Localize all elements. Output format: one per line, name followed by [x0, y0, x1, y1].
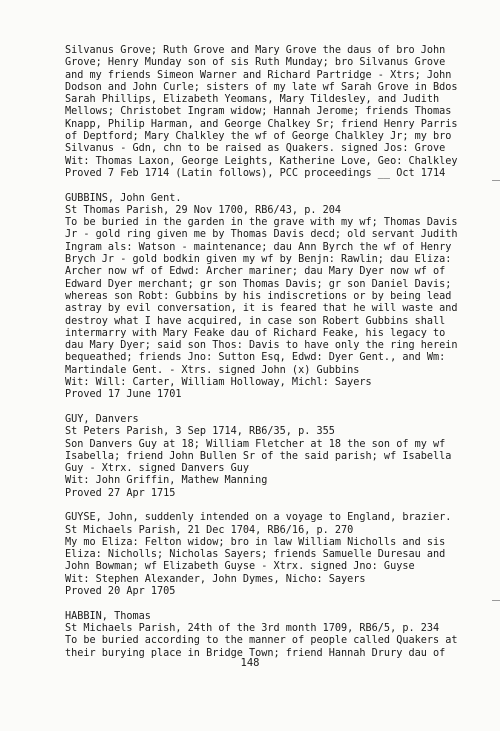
text-line: To be buried according to the manner of people called Quakers at — [65, 635, 458, 647]
text-line: St Thomas Parish, 29 Nov 1700, RB6/43, p. 204 — [65, 204, 342, 216]
text-line: Grove; Henry Munday son of sis Ruth Munday; bro Silvanus Grove — [65, 57, 446, 69]
text-line: Proved 17 June 1701 — [65, 389, 182, 401]
text-line: Wit: John Griffin, Mathew Manning — [65, 475, 268, 487]
text-line: Ingram als: Watson - maintenance; dau Ann Byrch the wf of Henry — [65, 241, 452, 253]
text-line: dau Mary Dyer; said son Thos: Davis to have only the ring herein — [65, 340, 458, 352]
entry-grove-continuation — [65, 45, 481, 180]
scan-edge-mark — [492, 600, 500, 601]
text-line: Proved 7 Feb 1714 (Latin follows), PCC proceedings __ Oct 1714 — [65, 167, 446, 179]
paragraph-gap — [65, 180, 481, 192]
text-line: St Peters Parish, 3 Sep 1714, RB6/35, p. 355 — [65, 426, 335, 438]
entry-guyse — [65, 512, 481, 598]
entry-guy — [65, 414, 481, 500]
text-line: and my friends Simeon Warner and Richard Partridge - Xtrs; John — [65, 69, 452, 81]
paragraph-gap — [65, 598, 481, 610]
text-line: Brych Jr - gold bodkin given my wf by Benjn: Rawlin; dau Eliza: — [65, 254, 452, 266]
entry-heading: GUY, Danvers — [65, 413, 139, 425]
text-line: their burying place in Bridge Town; friend Hannah Drury dau of — [65, 647, 446, 659]
scan-edge-mark — [492, 180, 500, 181]
paragraph-gap — [65, 500, 481, 512]
text-line: Proved 27 Apr 1715 — [65, 487, 176, 499]
text-line: Edward Dyer merchant; gr son Thomas Davis; gr son Daniel Davis; — [65, 278, 452, 290]
paragraph-gap — [65, 402, 481, 414]
text-line: Sarah Phillips, Elizabeth Yeomans, Mary Tildesley, and Judith — [65, 94, 440, 106]
entry-habbin — [65, 611, 481, 660]
text-line: Archer now wf of Edwd: Archer mariner; dau Mary Dyer now wf of — [65, 266, 446, 278]
text-line: Silvanus Grove; Ruth Grove and Mary Grove the daus of bro John — [65, 45, 446, 56]
text-line: bequeathed; friends Jno: Sutton Esq, Edwd: Dyer Gent., and Wm: — [65, 352, 446, 364]
text-line: Silvanus - Gdn, chn to be raised as Quakers. signed Jos: Grove — [65, 143, 446, 155]
text-line: Proved 20 Apr 1705 — [65, 586, 176, 598]
text-line: Wit: Thomas Laxon, George Leights, Katherine Love, Geo: Chalkley — [65, 155, 458, 167]
text-line: Dodson and John Curle; sisters of my late wf Sarah Grove in Bdos — [65, 81, 458, 93]
text-line: Eliza: Nicholls; Nicholas Sayers; friends Samuelle Duresau and — [65, 549, 446, 561]
text-line: John Bowman; wf Elizabeth Guyse - Xtrx. signed Jno: Guyse — [65, 561, 415, 573]
text-line: St Michaels Parish, 24th of the 3rd month 1709, RB6/5, p. 234 — [65, 622, 440, 634]
page-number: 148 — [240, 657, 260, 669]
text-line: Son Danvers Guy at 18; William Fletcher at 18 the son of my wf — [65, 438, 446, 450]
text-line: Wit: Will: Carter, William Holloway, Michl: Sayers — [65, 377, 372, 389]
text-line: whereas son Robt: Gubbins by his indiscretions or by being lead — [65, 290, 452, 302]
text-line: Wit: Stephen Alexander, John Dymes, Nicho: Sayers — [65, 573, 366, 585]
text-line: Guy - Xtrx. signed Danvers Guy — [65, 463, 250, 475]
text-line: Mellows; Christobet Ingram widow; Hannah Jerome; friends Thomas — [65, 106, 452, 118]
text-line: Knapp, Philip Harman, and George Chalkey Sr; friend Henry Parris — [65, 118, 458, 130]
entry-gubbins — [65, 193, 481, 402]
text-line: Isabella; friend John Bullen Sr of the said parish; wf Isabella — [65, 450, 452, 462]
text-line: of Deptford; Mary Chalkley the wf of George Chalkley Jr; my bro — [65, 131, 452, 143]
text-line: astray by evil conversation, it is feared that he will waste and — [65, 303, 458, 315]
entry-heading: HABBIN, Thomas — [65, 610, 151, 622]
text-line: To be buried in the garden in the grave with my wf; Thomas Davis — [65, 217, 458, 229]
text-line: destroy what I have acquired, in case son Robert Gubbins shall — [65, 315, 446, 327]
text-column — [65, 45, 481, 660]
text-line: Martindale Gent. - Xtrs. signed John (x) Gubbins — [65, 364, 360, 376]
text-line: St Michaels Parish, 21 Dec 1704, RB6/16, p. 270 — [65, 524, 354, 536]
entry-heading: GUBBINS, John Gent. — [65, 192, 182, 204]
text-line: My mo Eliza: Felton widow; bro in law William Nicholls and sis — [65, 536, 446, 548]
entry-heading: GUYSE, John, suddenly intended on a voyage to England, brazier. — [65, 512, 452, 524]
text-line: intermarry with Mary Feake dau of Richard Feake, his legacy to — [65, 327, 446, 339]
text-line: Jr - gold ring given me by Thomas Davis decd; old servant Judith — [65, 229, 458, 241]
